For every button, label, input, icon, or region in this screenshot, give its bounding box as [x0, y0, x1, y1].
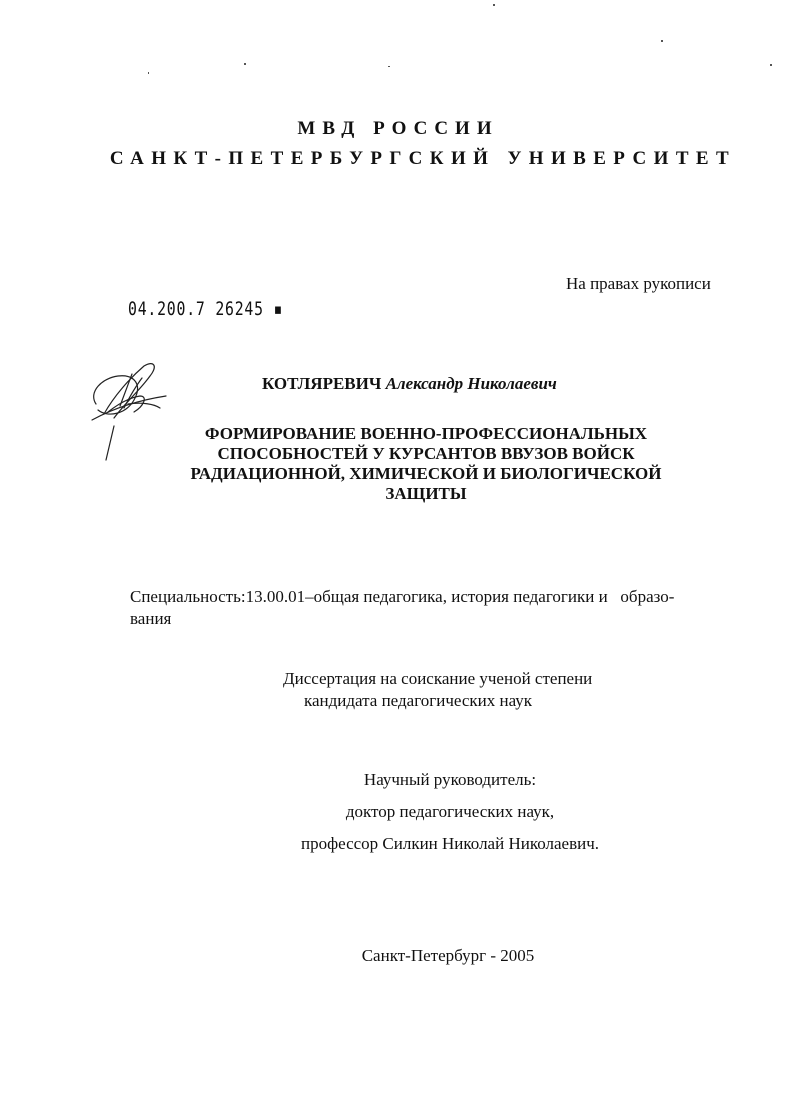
supervisor-label: Научный руководитель: [363, 770, 537, 789]
scan-speck [148, 72, 149, 74]
supervisor-name: профессор Силкин Николай Николаевич. [300, 834, 599, 853]
title-line: РАДИАЦИОННОЙ, ХИМИЧЕСКОЙ И БИОЛОГИЧЕСКОЙ [190, 464, 662, 483]
degree-statement [283, 668, 592, 712]
title-line: ЗАЩИТЫ [385, 484, 467, 503]
scan-speck [770, 64, 772, 66]
author-name [262, 374, 557, 394]
degree-line: Диссертация на соискание ученой степени [283, 669, 593, 688]
title-line: СПОСОБНОСТЕЙ У КУРСАНТОВ ВВУЗОВ ВОЙСК [217, 444, 635, 463]
specialty [130, 586, 730, 630]
manuscript-rights-note: На правах рукописи [566, 274, 711, 293]
scan-speck [388, 66, 390, 67]
scan-speck [493, 4, 495, 6]
degree-line: кандидата педагогических наук [304, 691, 533, 710]
specialty-line: Специальность:13.00.01–общая педагогика, история педагогики и образо- [130, 587, 675, 606]
supervisor-degree: доктор педагогических наук, [345, 802, 555, 821]
scan-speck [244, 63, 246, 65]
dissertation-title [150, 424, 702, 504]
author-given-names: Александр Николаевич [385, 374, 557, 393]
ministry-header: МВД РОССИИ [297, 118, 499, 139]
title-line: ФОРМИРОВАНИЕ ВОЕННО-ПРОФЕССИОНАЛЬНЫХ [204, 424, 648, 443]
supervisor-block [0, 770, 792, 866]
place-year: Санкт-Петербург - 2005 [361, 946, 535, 965]
registration-number-stamp [128, 298, 283, 320]
specialty-line: вания [130, 609, 172, 628]
author-surname: КОТЛЯРЕВИЧ [262, 374, 382, 393]
university-header: САНКТ-ПЕТЕРБУРГСКИЙ УНИВЕРСИТЕТ [109, 148, 737, 169]
stamp-mark: ▪ [263, 298, 284, 320]
scan-speck [661, 40, 663, 42]
registration-number: 04.200.7 26245 [128, 298, 264, 320]
